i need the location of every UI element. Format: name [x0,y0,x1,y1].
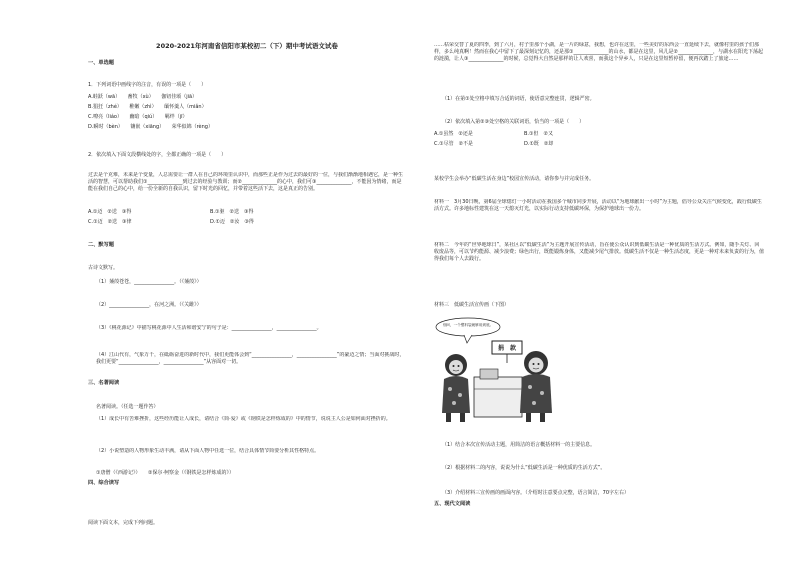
options-row [88,209,280,216]
question-passage: 过去是个克难，未来是个变量，人总需要让一群人在自己的环境里认识中，而那些正是作为过去的最好的一位，与我们渐渐地相遇它，是一种生活的智慧，可以帮助我们①______________到过去的经验与教训；而②______________的心中，我们可③______________，不能因为情绪，而是能在我们自己的心中，给一份全新的自我认识，留下时光的回忆，并带着这些活下去，这是真正的告别。 [88,172,404,192]
material-1: 材料一 3月30日晚，第6届全球熄灯一小时活动在我国多个城市同步开展，活动以“为地球献出一小时”为主题，倡导公众关注气候变化，践行低碳生活方式。许多地标性建筑在这一天熄灭灯光，以实际行动支持低碳环保，为保护地球出一份力。 [434,199,762,212]
options-row [434,141,594,148]
person-right-body [520,374,552,413]
task-item: （2）根据材料二的内容，说说为什么“低碳生活是一种优质的生活方式”。 [442,465,606,471]
option: A.①虽然 ②还是 [434,131,473,137]
material-3-title: 材料三 低碳生活宣传画（下图） [434,302,510,308]
section-heading: 四、综合读写 [88,480,120,486]
task-item: （2）依次填入第②③处空格的关联词语，恰当的一项是（ ） [442,119,585,125]
option: B.①驱 ②送 ③得 [210,209,254,215]
activity-intro: 某校学生会举办“低碳生活在身边”校园宣传活动，请你参与并完成任务。 [434,176,595,182]
counter [474,377,522,417]
book-choices: ①唐僧（《西游记》） ②保尔·柯察金（《钢铁是怎样炼成的》） [96,470,235,476]
question-lead: 阅读下面文本，完成下列问题。 [88,520,159,526]
person-left-body [442,376,470,413]
option: B.猖狂（zhé） 稚嫩（zhì） 缅怀羹人（miǎn） [88,104,207,110]
reading-passage: ……枯荣交替了夏的四季，到了六月，村子里那个小湖，是一片的绿意，我想，也许在这里，一些美好的东西会一直延续下去，就像村里的孩子们那样，多么纯真啊！然而在我心中留下了最深刻记忆的，还是那①______________的山水，都是在这里，风儿是②______________，与湖水在阳光下荡起的涟漪，让人③______________的时候，总觉得大自然是那样的让人欢喜，而我这个异乡人，只是在这里短暂停留，便再次踏上了旅途…… [434,42,763,62]
option: A.①迈 ②送 ③得 [88,209,132,215]
task-item: （3）介绍材料三宣传画的画面内容。（介绍时注意要点完整，语言简洁，70字左右） [442,490,630,496]
poster-illustration [434,317,558,427]
section-heading: 五、现代文阅读 [434,501,471,507]
sign-text: 捐 款 [497,345,517,352]
option: D.瞬时（bèn） 镶嵌（xiāng） 荣华似锦（rèng） [88,124,213,130]
speech-bubble [436,318,500,336]
option: C.嘹亮（liáo） 幽暗（qiú） 羁绊（jī） [88,114,188,120]
option: B.①但 ②又 [524,131,553,137]
section-heading: 二、默写题 [88,242,114,248]
option: D.①既 ②却 [524,141,554,147]
poster-drawing [434,317,558,427]
option: D.①迈 ②汝 ③得 [210,219,254,225]
book-item: （2）小说塑造的人物形象生动丰满，请从下面人物中任选一位，结合具体情节简要分析其性格特点。 [96,448,320,454]
section-heading: 一、单选题 [88,60,114,66]
bubble-text: 别问，一个塑料袋就够用到底。 [442,323,494,327]
page-title: 2020-2021年河南省信阳市某校初二（下）期中考试语文试卷 [156,42,338,50]
recite-item: （3）《桃花源记》中描写桃花源中人生活和谐安宁的句子是：________________，________________。 [96,325,322,331]
material-2: 材料二 今年的“世界地球日”，某社区以“低碳生活”为主题开展宣传活动，旨在使公众认识到低碳生活是一种优质的生活方式。例如，随手关灯、回收废品等，可以节约能源、减少浪费；绿色出行，既能锻炼身体，又能减少尾气排放。低碳生活不仅是一种生活态度，更是一种对未来负责的行为，值得我们每个人去践行。 [434,242,764,262]
options-row [88,219,280,226]
recite-item: （1）蒹葭苍苍，________________。（《蒹葭》） [96,279,202,285]
option: C.①尽管 ②不是 [434,141,474,147]
option: C.①迈 ②送 ③律 [88,219,132,225]
question-stem: 1．下列词语中画线字的注音，有误的一项是（ ） [88,82,207,88]
recite-item: （4）江山代有，气象万千，在砥砺奋进的新时代中，我们更能体会到“________________，________________”的豪迈之情；当面对挑战时，我们更要“________________，________________”从容面对一切。 [96,352,405,365]
task-item: （1）在第①处空格中填写合适的词语，使语意完整连贯，逻辑严密。 [442,96,595,102]
recite-item: （2）________________，在河之洲。（《关雎》） [96,302,202,308]
question-lead: 古诗文默写。 [88,265,119,271]
options-row [434,131,594,138]
book-item: （1）成长中有苦难挫折，这些经历能让人成长，请结合《简·爱》或《钢铁是怎样炼成的》中的情节，说说主人公是如何面对挫折的。 [96,416,391,422]
option: A.蛙跃（wā） 畜牧（xù） 伽钮佳颂（jiā） [88,94,198,100]
task-item: （1）结合本次宣传活动主题，用简洁的语言概括材料一的主要信息。 [442,442,596,448]
question-lead: 名著阅读。（任选一题作答） [96,404,159,410]
section-heading: 三、名著阅读 [88,380,120,386]
question-stem: 2．依次填入下面文段横线处的字，全都正确的一项是（ ） [88,152,227,158]
